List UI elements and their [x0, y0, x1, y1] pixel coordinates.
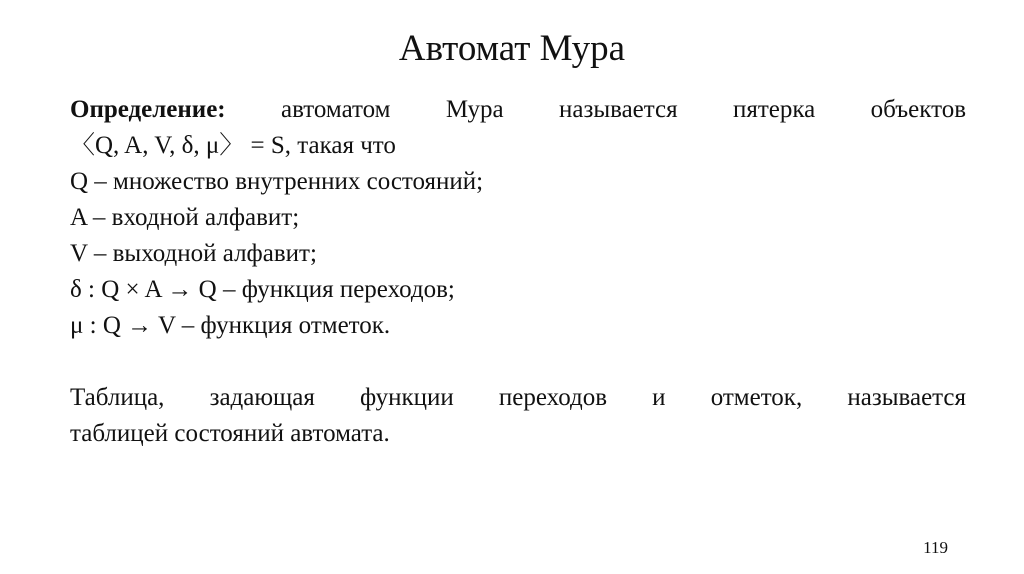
- page-number: 119: [923, 538, 948, 557]
- definition-line: [70, 92, 966, 128]
- input-alphabet-line: A – входной алфавит;: [70, 204, 300, 231]
- transition-function-line: δ : Q × A → Q – функция переходов;: [70, 276, 455, 303]
- definition-text: автоматом Мура называется пятерка объектов: [281, 96, 966, 123]
- definition-label: Определение:: [70, 96, 226, 123]
- output-alphabet-line: V – выходной алфавит;: [70, 240, 317, 267]
- marking-function-line: μ : Q → V – функция отметок.: [70, 312, 391, 339]
- slide-body: [70, 92, 966, 452]
- states-line: Q – множество внутренних состояний;: [70, 168, 484, 195]
- slide-title: Автомат Мура: [398, 28, 626, 69]
- table-paragraph-line-2: таблицей состояний автомата.: [70, 420, 390, 447]
- table-paragraph-line-1: Таблица, задающая функции переходов и отметок, называется: [70, 384, 966, 411]
- spacer: [70, 344, 966, 380]
- tuple-line: 〈Q, A, V, δ, μ〉 = S, такая что: [70, 132, 396, 159]
